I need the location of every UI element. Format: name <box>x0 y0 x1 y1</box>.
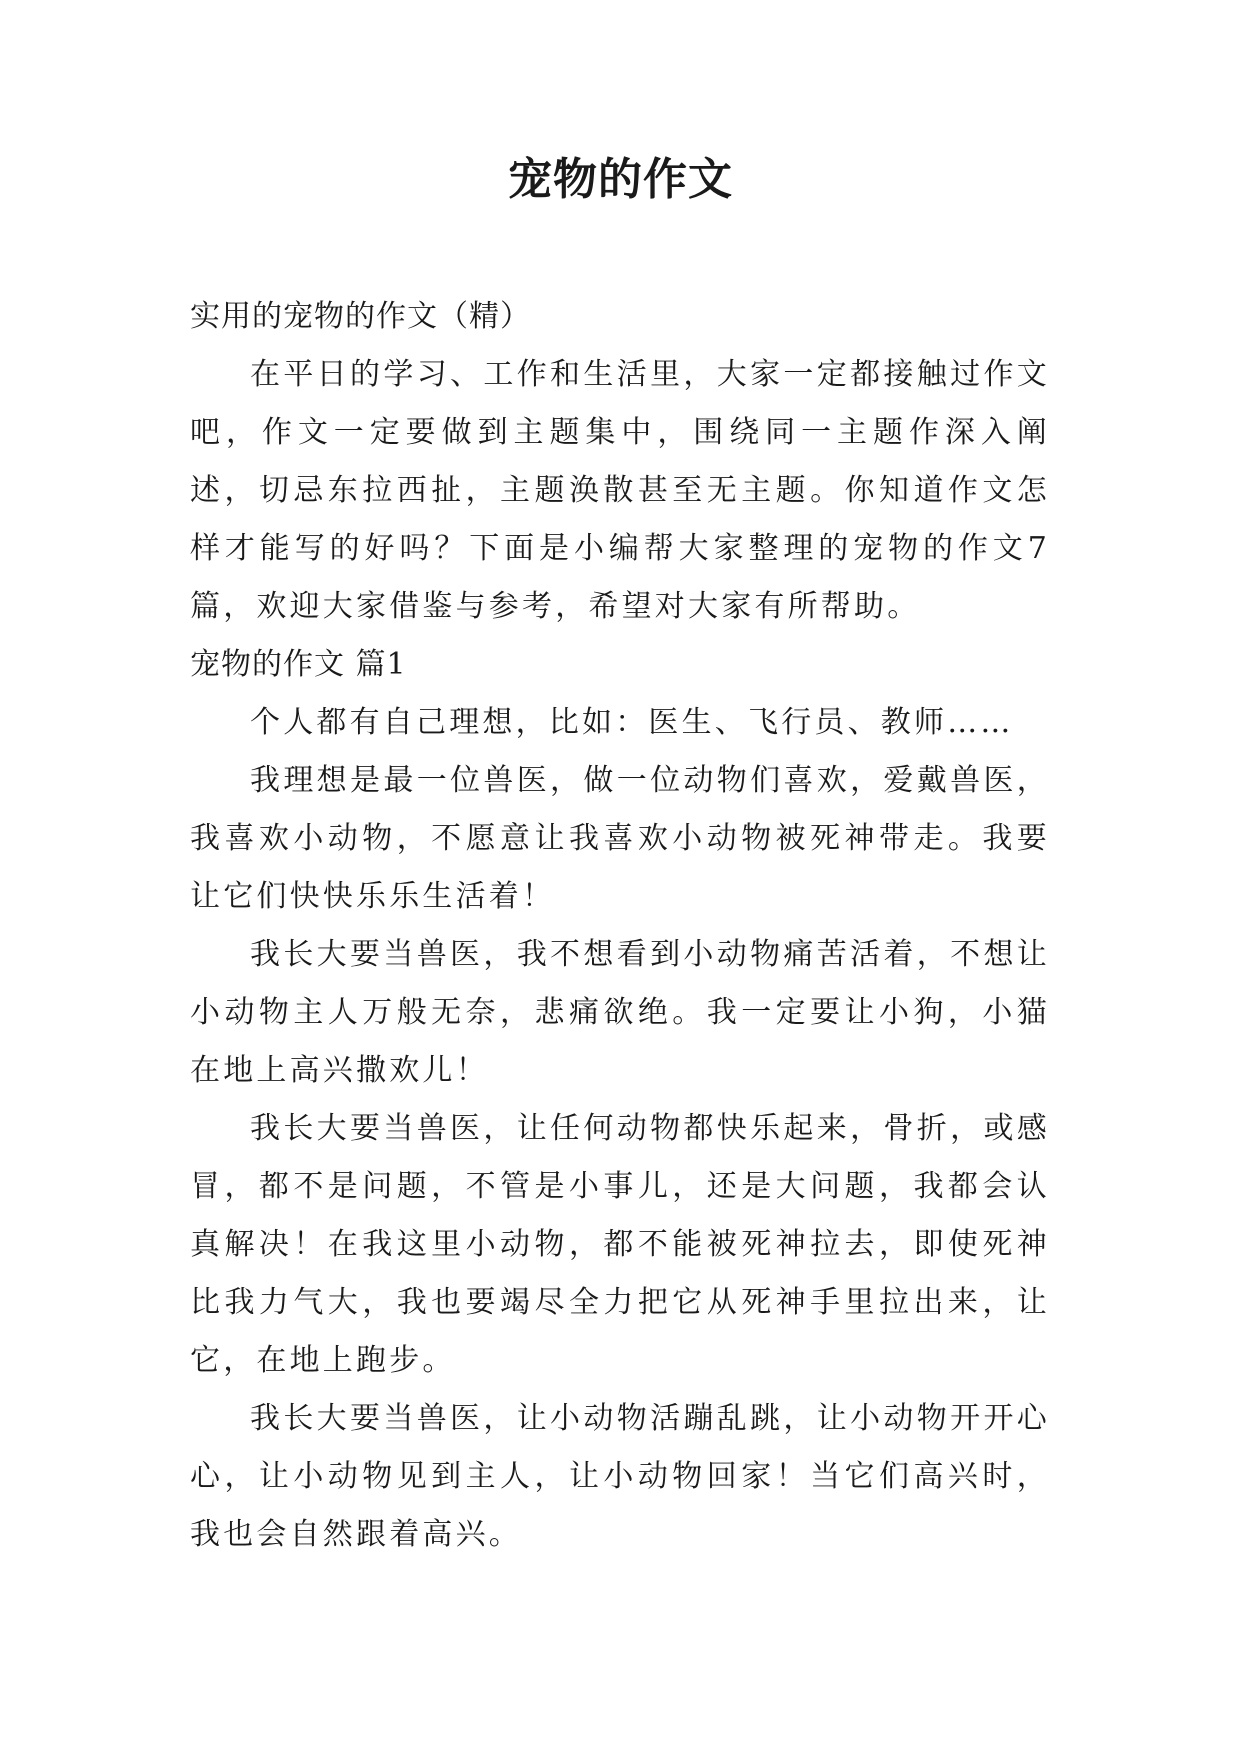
body-paragraph-1: 个人都有自己理想，比如：医生、飞行员、教师…… <box>250 705 1014 740</box>
body-paragraph-3: 我长大要当兽医，我不想看到小动物痛苦活着，不想让小动物主人万般无奈，悲痛欲绝。我一定要让小狗，小猫在地上高兴撒欢儿！ <box>190 937 1050 1088</box>
body-paragraph-2: 我理想是最一位兽医，做一位动物们喜欢，爱戴兽医，我喜欢小动物，不愿意让我喜欢小动物被死神带走。我要让它们快快乐乐生活着！ <box>190 763 1050 914</box>
document-body <box>190 288 1050 1564</box>
body-paragraph-5: 我长大要当兽医，让小动物活蹦乱跳，让小动物开开心心，让小动物见到主人，让小动物回家！当它们高兴时，我也会自然跟着高兴。 <box>190 1401 1050 1552</box>
body-paragraph-4: 我长大要当兽医，让任何动物都快乐起来，骨折，或感冒，都不是问题，不管是小事儿，还是大问题，我都会认真解决！在我这里小动物，都不能被死神拉去，即使死神比我力气大，我也要竭尽全力把它从死神手里拉出来，让它，在地上跑步。 <box>190 1111 1050 1378</box>
document-subtitle: 实用的宠物的作文（精） <box>190 299 531 334</box>
section-heading: 宠物的作文 篇1 <box>190 647 407 682</box>
intro-paragraph: 在平日的学习、工作和生活里，大家一定都接触过作文吧，作文一定要做到主题集中，围绕同一主题作深入阐述，切忌东拉西扯，主题涣散甚至无主题。你知道作文怎样才能写的好吗？下面是小编帮大家整理的宠物的作文7篇，欢迎大家借鉴与参考，希望对大家有所帮助。 <box>190 357 1050 624</box>
page-title: 宠物的作文 <box>508 154 733 205</box>
